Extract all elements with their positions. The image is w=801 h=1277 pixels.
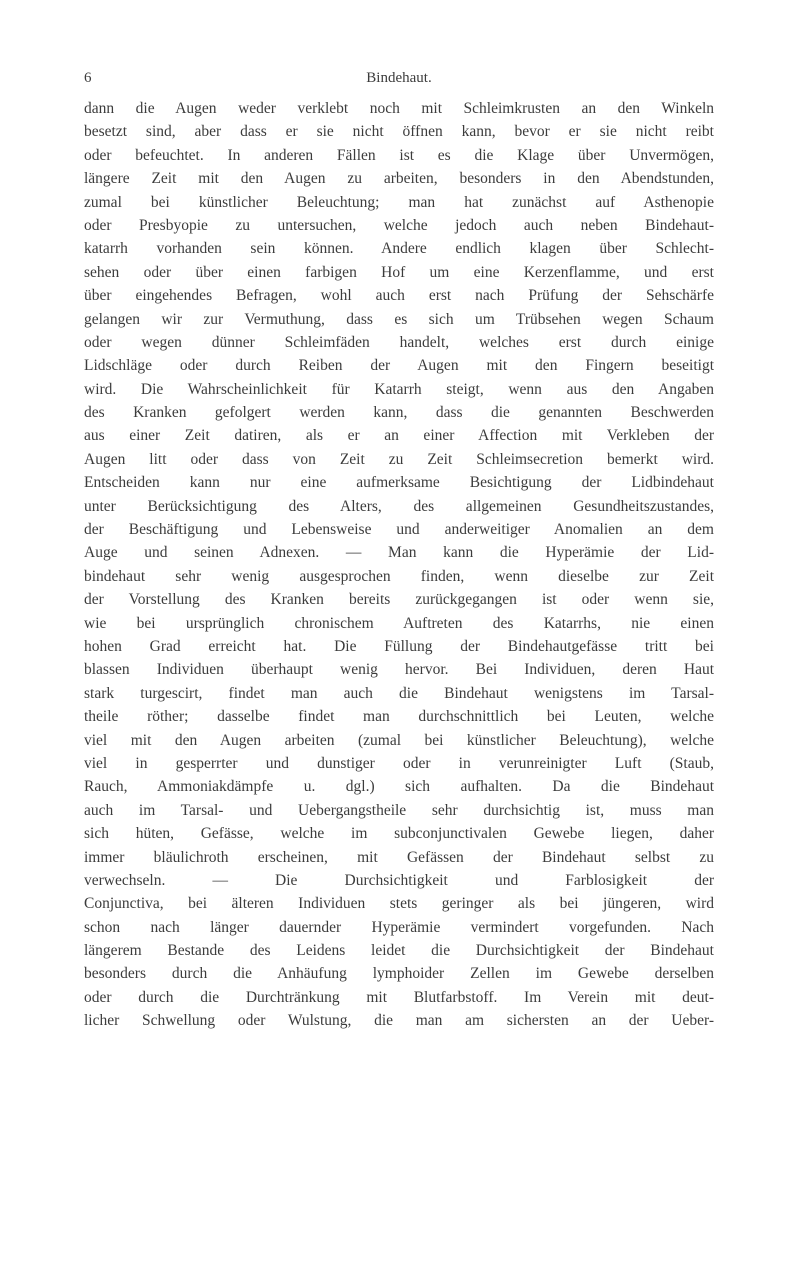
text-line: verwechseln. — Die Durchsichtigkeit und Farblosigkeit der: [84, 871, 714, 889]
text-line: katarrh vorhanden sein können. Andere endlich klagen über Schlecht-: [84, 240, 714, 258]
text-line: stark turgescirt, findet man auch die Bindehaut wenigstens im Tarsal-: [84, 684, 714, 702]
text-line: hohen Grad erreicht hat. Die Füllung der Bindehautgefässe tritt bei: [84, 637, 714, 655]
text-line: Lidschläge oder durch Reiben der Augen mit den Fingern beseitigt: [84, 357, 714, 375]
text-line: auch im Tarsal- und Uebergangstheile sehr durchsichtig ist, muss man: [84, 801, 714, 819]
text-line: längere Zeit mit den Augen zu arbeiten, besonders in den Abendstunden,: [84, 170, 714, 188]
text-line: besetzt sind, aber dass er sie nicht öffnen kann, bevor er sie nicht reibt: [84, 123, 714, 141]
text-line: wie bei ursprünglich chronischem Auftreten des Katarrhs, nie einen: [84, 614, 714, 632]
text-line: der Beschäftigung und Lebensweise und anderweitiger Anomalien an dem: [84, 521, 714, 539]
body-text: [84, 97, 714, 1033]
text-line: immer bläulichroth erscheinen, mit Gefässen der Bindehaut selbst zu: [84, 848, 714, 866]
text-line: der Vorstellung des Kranken bereits zurückgegangen ist oder wenn sie,: [84, 591, 714, 609]
text-line: gelangen wir zur Vermuthung, dass es sich um Trübsehen wegen Schaum: [84, 310, 714, 328]
text-line: sehen oder über einen farbigen Hof um eine Kerzenflamme, und erst: [84, 263, 714, 281]
text-line: oder wegen dünner Schleimfäden handelt, welches erst durch einige: [84, 333, 714, 351]
text-line: des Kranken gefolgert werden kann, dass die genannten Beschwerden: [84, 404, 714, 422]
text-line: oder Presbyopie zu untersuchen, welche jedoch auch neben Bindehaut-: [84, 216, 714, 234]
text-line: Rauch, Ammoniakdämpfe u. dgl.) sich aufhalten. Da die Bindehaut: [84, 778, 714, 796]
text-line: Auge und seinen Adnexen. — Man kann die Hyperämie der Lid-: [84, 544, 714, 562]
text-line: dann die Augen weder verklebt noch mit Schleimkrusten an den Winkeln: [84, 100, 714, 117]
page-header: [84, 68, 714, 88]
text-line: oder befeuchtet. In anderen Fällen ist es die Klage über Unvermögen,: [84, 146, 714, 164]
text-line: schon nach länger dauernder Hyperämie vermindert vorgefunden. Nach: [84, 918, 714, 936]
text-line: Entscheiden kann nur eine aufmerksame Besichtigung der Lidbindehaut: [84, 474, 714, 492]
text-line: viel mit den Augen arbeiten (zumal bei künstlicher Beleuchtung), welche: [84, 731, 714, 749]
text-line: unter Berücksichtigung des Alters, des allgemeinen Gesundheitszustandes,: [84, 497, 714, 515]
text-line: zumal bei künstlicher Beleuchtung; man hat zunächst auf Asthenopie: [84, 193, 714, 211]
text-line: besonders durch die Anhäufung lymphoider Zellen im Gewebe derselben: [84, 965, 714, 983]
page-number: 6: [84, 70, 92, 86]
text-line: sich hüten, Gefässe, welche im subconjunctivalen Gewebe liegen, daher: [84, 825, 714, 843]
text-line: oder durch die Durchtränkung mit Blutfarbstoff. Im Verein mit deut-: [84, 988, 714, 1006]
text-line: Conjunctiva, bei älteren Individuen stets geringer als bei jüngeren, wird: [84, 895, 714, 913]
text-line: viel in gesperrter und dunstiger oder in verunreinigter Luft (Staub,: [84, 754, 714, 772]
text-line: aus einer Zeit datiren, als er an einer Affection mit Verkleben der: [84, 427, 714, 445]
text-line: bindehaut sehr wenig ausgesprochen finden, wenn dieselbe zur Zeit: [84, 567, 714, 585]
text-line: theile röther; dasselbe findet man durchschnittlich bei Leuten, welche: [84, 708, 714, 726]
text-line: über eingehendes Befragen, wohl auch erst nach Prüfung der Sehschärfe: [84, 287, 714, 305]
text-line: blassen Individuen überhaupt wenig hervor. Bei Individuen, deren Haut: [84, 661, 714, 679]
text-line: Augen litt oder dass von Zeit zu Zeit Schleimsecretion bemerkt wird.: [84, 450, 714, 468]
text-line: licher Schwellung oder Wulstung, die man am sichersten an der Ueber-: [84, 1012, 714, 1030]
text-line: längerem Bestande des Leidens leidet die Durchsichtigkeit der Bindehaut: [84, 942, 714, 960]
text-line: wird. Die Wahrscheinlichkeit für Katarrh steigt, wenn aus den Angaben: [84, 380, 714, 398]
running-title: Bindehaut.: [366, 70, 432, 86]
